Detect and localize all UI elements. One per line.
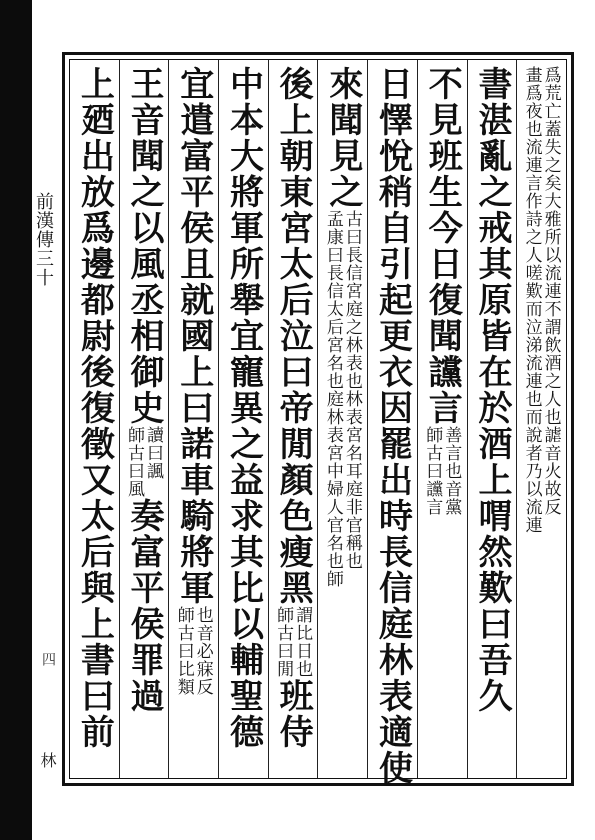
text-column [168,60,218,778]
main-text: 中本大將軍所舉宜寵異之益求其比以輔聖德 [223,66,264,750]
text-column [218,60,268,778]
main-text: 上廼出放爲邊都尉後復徵又太后與上書曰前 [74,66,115,750]
text-column [417,60,467,778]
text-column [268,60,318,778]
annotation-block [125,426,163,498]
column-content [120,66,169,714]
book-spine [0,0,32,840]
column-content [418,66,467,516]
gutter-folio: 四 [40,652,56,666]
annotation-line: 謂比日也 [292,606,313,678]
main-text: 書湛亂之戒其原皆在於酒上喟然歎曰吾久 [471,66,512,714]
annotation-line: 孟康曰長信太后宮名也庭林表宮中婦人官名也師 [322,210,343,588]
annotation-line: 古曰長信宮庭之林表也林表宮名耳庭非官稱也 [341,210,362,570]
annotation-line: 師古曰讜言 [422,426,443,516]
text-column [317,60,367,778]
annotation-line: 師古曰閒 [273,606,294,678]
main-text: 來聞見之 [322,66,363,210]
column-content [517,66,566,534]
annotation-line: 善言也音黨 [441,426,462,516]
text-column [467,60,517,778]
text-frame [62,52,574,786]
page [32,0,595,840]
annotation-line: 師古曰比類 [173,606,194,696]
main-text: 班侍 [273,678,314,750]
main-text: 不見班生今日復聞讜言 [422,66,463,426]
main-text: 日懌悅 [372,66,413,174]
main-text: 稍自引起更衣因罷出時長信庭林表適使 [372,174,413,786]
column-content [169,66,218,696]
column-content [70,66,119,750]
main-text: 後上朝東宮太后泣曰帝閒顏色瘦黑 [273,66,314,606]
text-column [516,60,566,778]
annotation-line: 畫爲夜也流連言作詩之人嗟歎而泣涕流連也而說者乃以流連 [521,66,542,534]
column-content [318,66,367,588]
column-content [468,66,517,714]
gutter-title: 前漢傳三十 [33,192,54,287]
text-column [70,60,119,778]
main-text: 王音聞之以風丞相御史 [124,66,165,426]
annotation-block [324,210,362,588]
column-content [219,66,268,750]
text-columns [70,60,566,786]
annotation-block [523,66,561,534]
text-column [119,60,169,778]
column-content [368,66,417,786]
annotation-line: 讀曰諷 [143,426,164,480]
text-column [367,60,417,786]
annotation-line: 也音必寐反 [192,606,213,696]
annotation-block [175,606,213,696]
gutter-mark: 林 [38,752,57,768]
gutter [32,52,62,786]
annotation-block [423,426,461,516]
annotation-block [274,606,312,678]
main-text: 奏富平侯罪過 [124,498,165,714]
annotation-line: 師古曰風 [124,426,145,498]
annotation-line: 爲荒亡蓋失之矣大雅所以流連不謂飲酒之人也謔音火故反 [540,66,561,516]
main-text: 宜遣富平侯且就國上曰諾車騎將軍 [173,66,214,606]
column-content [269,66,318,750]
